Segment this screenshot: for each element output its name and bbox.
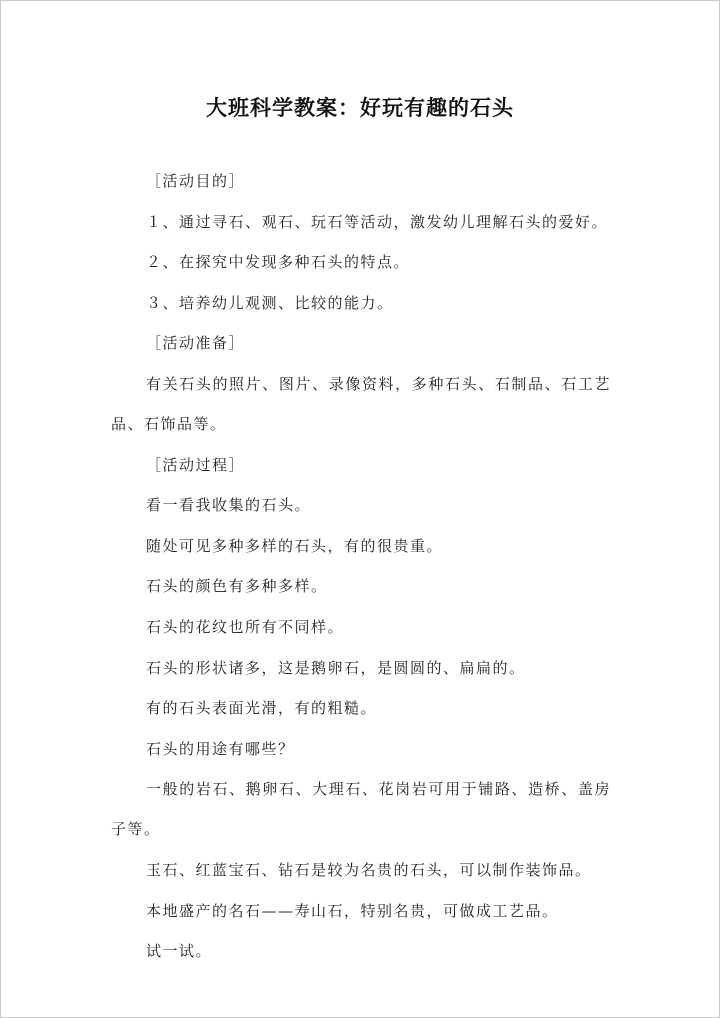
document-title: 大班科学教案：好玩有趣的石头 <box>206 95 514 120</box>
paragraph: 看一看我收集的石头。 <box>146 496 312 515</box>
paragraph: 试一试。 <box>146 942 213 961</box>
document-body <box>111 171 611 982</box>
preparation-text: 有关石头的照片、图片、录像资料，多种石头、石制品、石工艺品、石饰品等。 <box>111 374 611 433</box>
paragraph: 石头的用途有哪些？ <box>146 739 295 758</box>
section-heading-purpose: ［活动目的］ <box>146 172 246 190</box>
paragraph: 玉石、红蓝宝石、钻石是较为名贵的石头，可以制作装饰品。 <box>146 860 592 879</box>
paragraph: 一般的岩石、鹅卵石、大理石、花岗岩可用于铺路、造桥、盖房子等。 <box>111 780 611 839</box>
section-heading-process: ［活动过程］ <box>146 455 246 474</box>
paragraph: 随处可见多种多样的石头，有的很贵重。 <box>146 536 444 555</box>
paragraph: 石头的形状诸多，这是鹅卵石，是圆圆的、扁扁的。 <box>146 658 526 677</box>
purpose-item-2: ２、在探究中发现多种石头的特点。 <box>146 253 411 272</box>
paragraph: 本地盛产的名石——寿山石，特别名贵，可做成工艺品。 <box>146 901 559 920</box>
paragraph: 石头的颜色有多种多样。 <box>146 577 328 596</box>
paragraph: 有的石头表面光滑，有的粗糙。 <box>146 699 378 718</box>
paragraph: 石头的花纹也所有不同样。 <box>146 617 345 636</box>
purpose-item-1: １、通过寻石、观石、玩石等活动，激发幼儿理解石头的爱好。 <box>146 212 609 231</box>
section-heading-preparation: ［活动准备］ <box>146 334 246 353</box>
purpose-item-3: ３、培养幼儿观测、比较的能力。 <box>146 293 394 312</box>
